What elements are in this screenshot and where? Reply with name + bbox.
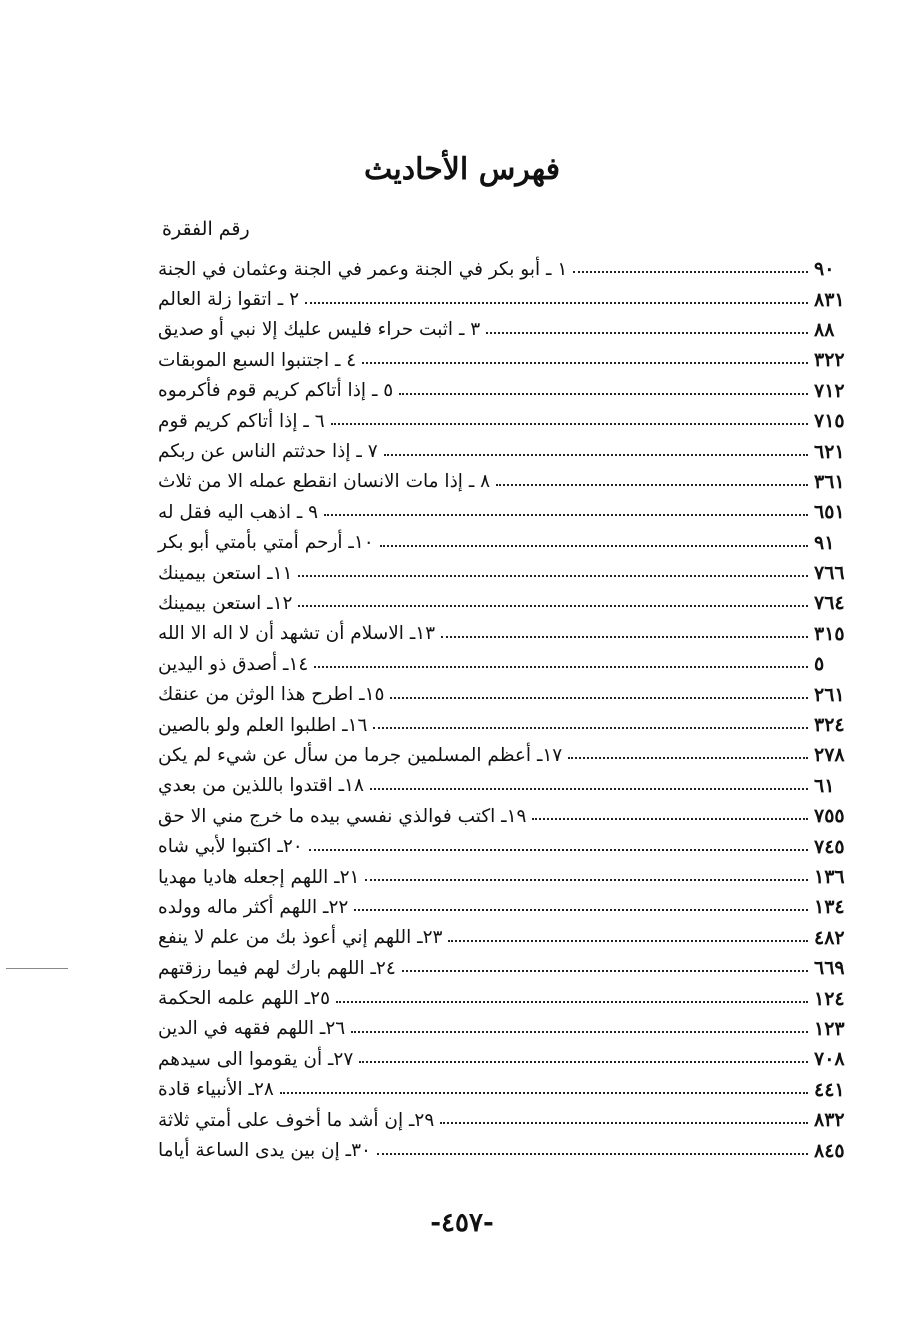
dot-leader xyxy=(280,1092,808,1094)
hadith-text: ٩ ـ اذهب اليه فقل له xyxy=(158,501,319,523)
hadith-index-list xyxy=(150,254,858,1166)
paragraph-number: ٣٢٤ xyxy=(814,714,845,737)
paragraph-number: ٥ xyxy=(814,653,825,676)
dot-leader xyxy=(314,666,808,668)
dot-leader xyxy=(440,1122,808,1124)
paragraph-number: ٦٢١ xyxy=(814,440,845,463)
hadith-text: ٢١ـ اللهم إجعله هاديا مهديا xyxy=(158,866,360,888)
list-item xyxy=(150,771,858,801)
dot-leader xyxy=(377,1153,808,1155)
paragraph-number: ٧٥٥ xyxy=(814,805,845,828)
list-item xyxy=(150,1075,858,1105)
list-item xyxy=(150,528,858,558)
list-item xyxy=(150,284,858,314)
paragraph-number: ٧٠٨ xyxy=(814,1048,845,1071)
dot-leader xyxy=(298,605,808,607)
dot-leader xyxy=(399,393,808,395)
list-item xyxy=(150,831,858,861)
list-item xyxy=(150,406,858,436)
dot-leader xyxy=(373,727,808,729)
dot-leader xyxy=(305,302,808,304)
hadith-text: ٧ ـ إذا حدثتم الناس عن ربكم xyxy=(158,441,378,463)
list-item xyxy=(150,619,858,649)
list-item xyxy=(150,558,858,588)
hadith-text: ١٥ـ اطرح هذا الوثن من عنقك xyxy=(158,684,385,706)
dot-leader xyxy=(573,271,808,273)
page-title: فهرس الأحاديث xyxy=(363,152,561,187)
paragraph-number: ١٢٤ xyxy=(814,987,845,1010)
paragraph-number-header: رقم الفقرة xyxy=(162,218,250,240)
dot-leader xyxy=(402,970,808,972)
dot-leader xyxy=(359,1061,808,1063)
list-item xyxy=(150,467,858,497)
hadith-text: ٨ ـ إذا مات الانسان انقطع عمله الا من ثلاث xyxy=(158,471,491,493)
paragraph-number: ٤٨٢ xyxy=(814,926,845,949)
hadith-text: ٦ ـ إذا أتاكم كريم قوم xyxy=(158,410,325,432)
paragraph-number: ١٣٦ xyxy=(814,866,845,888)
hadith-text: ١٦ـ اطلبوا العلم ولو بالصين xyxy=(158,714,368,736)
hadith-text: ٢٦ـ اللهم فقهه في الدين xyxy=(158,1018,346,1040)
hadith-text: ٤ ـ اجتنبوا السبع الموبقات xyxy=(158,349,357,371)
paragraph-number: ٤٤١ xyxy=(814,1078,845,1101)
hadith-text: ٣٠ـ إن بين يدى الساعة أياما xyxy=(158,1140,371,1162)
dot-leader xyxy=(354,909,808,911)
paragraph-number: ٣١٥ xyxy=(814,622,845,645)
hadith-text: ١٠ـ أرحم أمتي بأمتي أبو بكر xyxy=(158,532,374,554)
paragraph-number: ٧٦٤ xyxy=(814,592,845,615)
hadith-text: ٢٩ـ إن أشد ما أخوف على أمتي ثلاثة xyxy=(158,1109,435,1131)
hadith-text: ١٢ـ استعن بيمينك xyxy=(158,592,293,614)
paragraph-number: ٢٦١ xyxy=(814,683,845,706)
list-item xyxy=(150,1105,858,1135)
paragraph-number: ٩١ xyxy=(814,531,835,554)
paragraph-number: ٦٦٩ xyxy=(814,957,845,980)
paragraph-number: ٦٥١ xyxy=(814,501,845,524)
list-item xyxy=(150,710,858,740)
page-number: -٤٥٧- xyxy=(430,1208,494,1238)
list-item xyxy=(150,983,858,1013)
dot-leader xyxy=(486,332,808,334)
paragraph-number: ٨٣١ xyxy=(814,288,845,311)
paragraph-number: ١٢٣ xyxy=(814,1017,845,1040)
hadith-text: ١١ـ استعن بيمينك xyxy=(158,562,293,584)
list-item xyxy=(150,892,858,922)
dot-leader xyxy=(331,423,808,425)
dot-leader xyxy=(496,484,808,486)
hadith-text: ١٩ـ اكتب فوالذي نفسي بيده ما خرج مني الا حق xyxy=(158,805,527,827)
dot-leader xyxy=(441,636,808,638)
dot-leader xyxy=(384,454,808,456)
hadith-text: ٢٣ـ اللهم إني أعوذ بك من علم لا ينفع xyxy=(158,927,443,949)
hadith-text: ٢٠ـ اكتبوا لأبي شاه xyxy=(158,836,303,858)
hadith-text: ١٧ـ أعظم المسلمين جرما من سأل عن شيء لم يكن xyxy=(158,744,563,766)
list-item xyxy=(150,497,858,527)
dot-leader xyxy=(568,757,808,759)
paragraph-number: ٩٠ xyxy=(814,258,835,281)
hadith-text: ٢٧ـ أن يقوموا الى سيدهم xyxy=(158,1048,354,1070)
dot-leader xyxy=(309,849,808,851)
paragraph-number: ٣٢٢ xyxy=(814,349,845,372)
list-item xyxy=(150,1135,858,1165)
dot-leader xyxy=(448,940,808,942)
paragraph-number: ٨٤٥ xyxy=(814,1139,845,1162)
list-item xyxy=(150,254,858,284)
list-item xyxy=(150,862,858,892)
dot-leader xyxy=(370,788,808,790)
dot-leader xyxy=(351,1031,808,1033)
list-item xyxy=(150,1014,858,1044)
hadith-text: ٥ ـ إذا أتاكم كريم قوم فأكرموه xyxy=(158,380,394,402)
list-item xyxy=(150,1044,858,1074)
paragraph-number: ٨٣٢ xyxy=(814,1109,845,1132)
hadith-text: ١٤ـ أصدق ذو اليدين xyxy=(158,653,309,675)
paragraph-number: ٧١٥ xyxy=(814,410,845,433)
paragraph-number: ٢٧٨ xyxy=(814,744,845,767)
dot-leader xyxy=(336,1001,808,1003)
list-item xyxy=(150,923,858,953)
list-item xyxy=(150,679,858,709)
hadith-text: ١٣ـ الاسلام أن تشهد أن لا اله الا الله xyxy=(158,623,436,645)
list-item xyxy=(150,953,858,983)
paragraph-number: ٧٦٦ xyxy=(814,562,845,585)
list-item xyxy=(150,345,858,375)
paragraph-number: ١٣٤ xyxy=(814,896,845,919)
hadith-text: ٢٥ـ اللهم علمه الحكمة xyxy=(158,988,331,1010)
dot-leader xyxy=(532,818,808,820)
hadith-text: ١٨ـ اقتدوا باللذين من بعدي xyxy=(158,775,364,797)
hadith-text: ٢٢ـ اللهم أكثر ماله وولده xyxy=(158,896,349,918)
hadith-text: ٣ ـ اثبت حراء فليس عليك إلا نبي أو صديق xyxy=(158,319,481,341)
hadith-text: ٢٨ـ الأنبياء قادة xyxy=(158,1079,274,1101)
list-item xyxy=(150,649,858,679)
list-item xyxy=(150,376,858,406)
dot-leader xyxy=(298,575,808,577)
hadith-text: ١ ـ أبو بكر في الجنة وعمر في الجنة وعثمان في الجنة xyxy=(158,258,568,280)
paragraph-number: ٧١٢ xyxy=(814,379,845,402)
list-item xyxy=(150,801,858,831)
paragraph-number: ٨٨ xyxy=(814,318,835,341)
dot-leader xyxy=(390,697,808,699)
dot-leader xyxy=(324,514,808,516)
list-item xyxy=(150,315,858,345)
dot-leader xyxy=(380,545,808,547)
scan-margin-mark xyxy=(6,968,68,969)
paragraph-number: ٣٦١ xyxy=(814,470,845,493)
list-item xyxy=(150,740,858,770)
hadith-text: ٢ ـ اتقوا زلة العالم xyxy=(158,289,300,311)
dot-leader xyxy=(362,362,808,364)
list-item xyxy=(150,588,858,618)
paragraph-number: ٦١ xyxy=(814,774,835,797)
list-item xyxy=(150,436,858,466)
paragraph-number: ٧٤٥ xyxy=(814,835,845,858)
dot-leader xyxy=(365,879,808,881)
hadith-text: ٢٤ـ اللهم بارك لهم فيما رزقتهم xyxy=(158,957,396,979)
